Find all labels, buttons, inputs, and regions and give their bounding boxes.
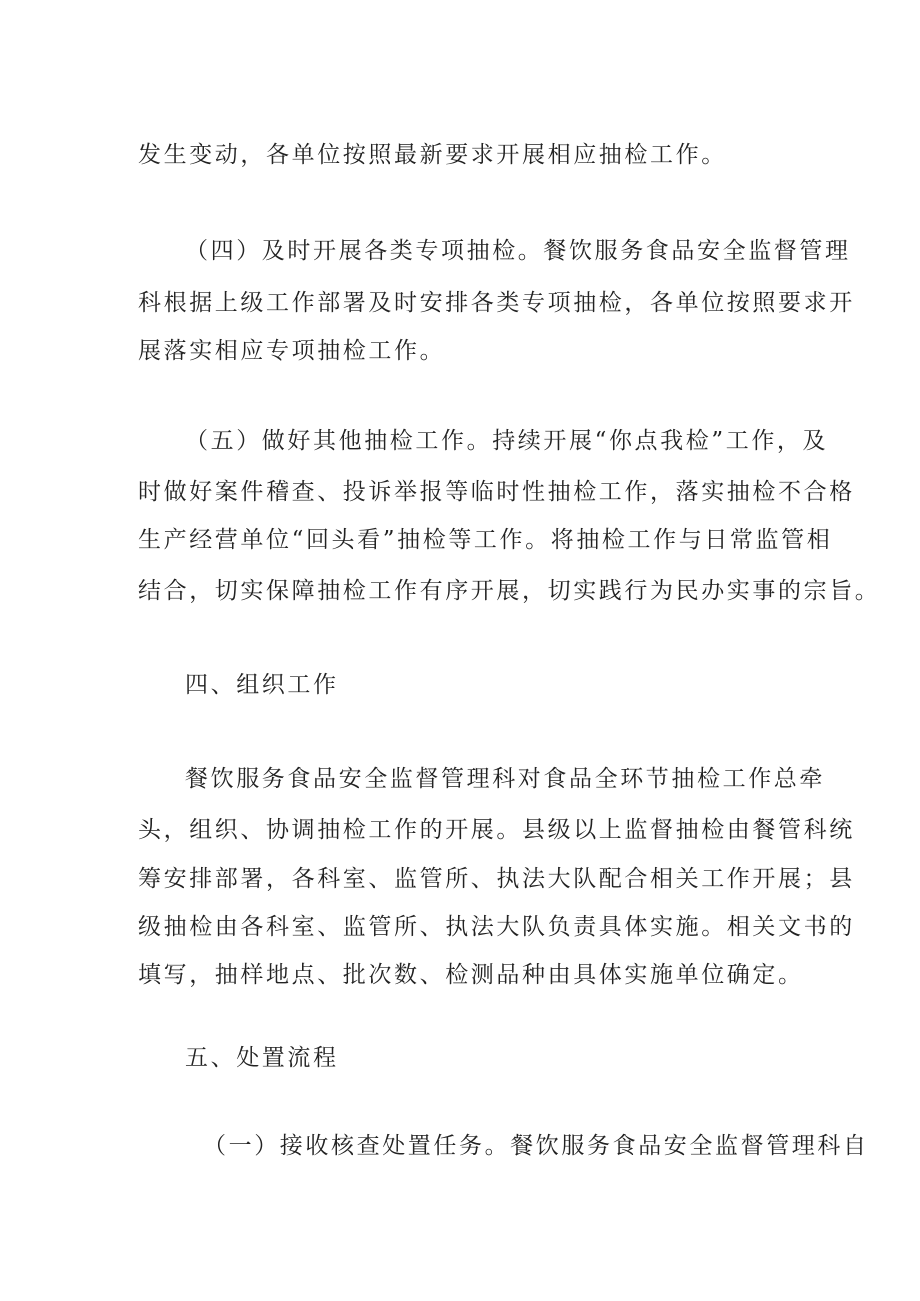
text-line: （四）及时开展各类专项抽检。餐饮服务食品安全监督管理: [185, 238, 851, 264]
text-line: 科根据上级工作部署及时安排各类专项抽检，各单位按照要求开: [138, 290, 855, 316]
text-line: 筹安排部署，各科室、监管所、执法大队配合相关工作开展；县: [138, 866, 855, 892]
text-line: 时做好案件稽查、投诉举报等临时性抽检工作，落实抽检不合格: [138, 479, 855, 505]
text-line: 头，组织、协调抽检工作的开展。县级以上监督抽检由餐管科统: [138, 817, 855, 843]
text-line: 结合，切实保障抽检工作有序开展，切实践行为民办实事的宗旨。: [138, 578, 881, 604]
text-line: 发生变动，各单位按照最新要求开展相应抽检工作。: [138, 142, 727, 168]
text-line: 展落实相应专项抽检工作。: [138, 338, 446, 364]
text-line: 级抽检由各科室、监管所、执法大队负责具体实施。相关文书的: [138, 914, 855, 940]
text-line: （五）做好其他抽检工作。持续开展“你点我检”工作，及: [185, 428, 829, 454]
text-line: 餐饮服务食品安全监督管理科对食品全环节抽检工作总牵: [185, 766, 825, 792]
text-line: （一）接收核查处置任务。餐饮服务食品安全监督管理科自: [203, 1133, 869, 1159]
section-heading-procedure: 五、处置流程: [185, 1045, 339, 1071]
text-line: 生产经营单位“回头看”抽检等工作。将抽检工作与日常监管相: [138, 527, 833, 553]
text-line: 填写，抽样地点、批次数、检测品种由具体实施单位确定。: [138, 962, 804, 988]
section-heading-organization: 四、组织工作: [185, 672, 339, 698]
